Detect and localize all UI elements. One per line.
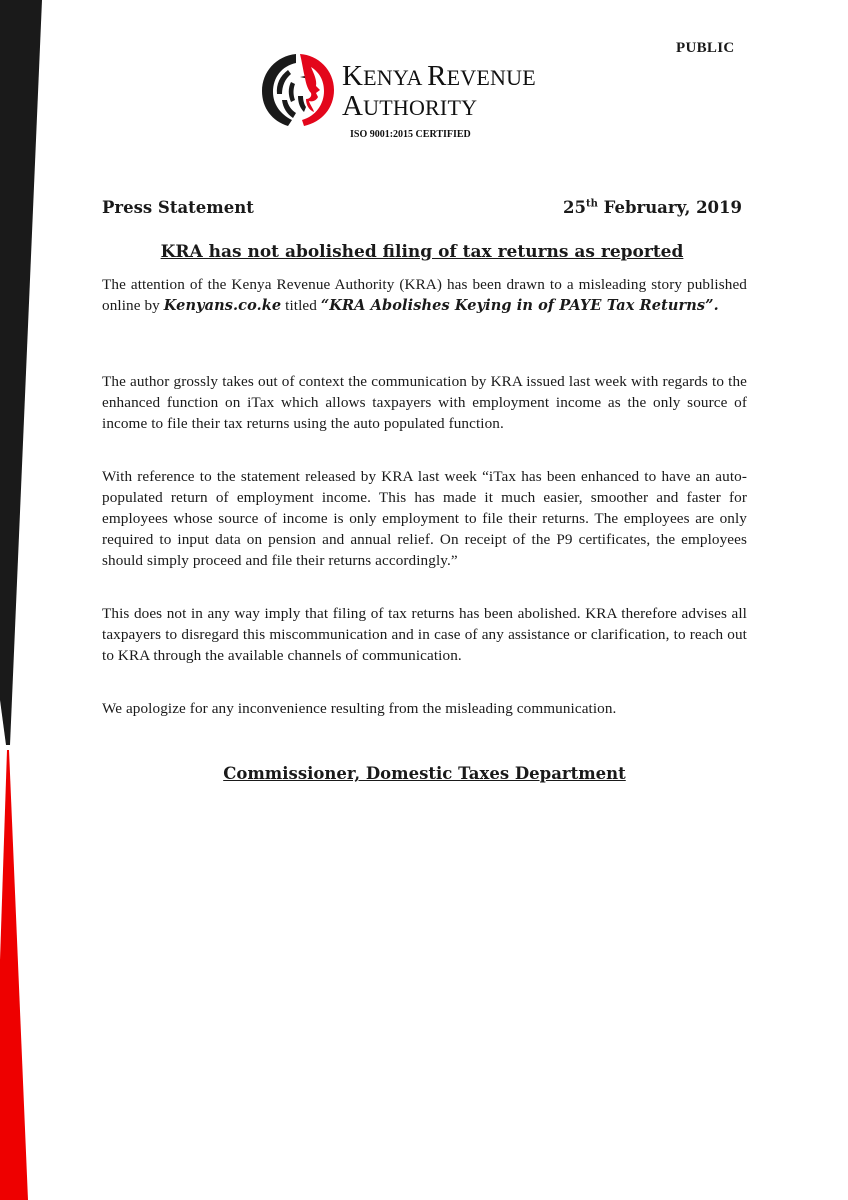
source-name: Kenyans.co.ke [163, 297, 282, 314]
kra-logo [258, 50, 588, 150]
side-stripe-decoration [0, 0, 60, 1200]
statement-date: 25th February, 2019 [563, 198, 742, 217]
iso-certification: ISO 9001:2015 CERTIFIED [350, 129, 471, 140]
paragraph-5: We apologize for any inconvenience resulting from the misleading communication. [102, 700, 617, 717]
red-stripe [0, 750, 28, 1200]
lion-emblem-icon [258, 50, 338, 130]
statement-title: KRA has not abolished filing of tax returns as reported [160, 242, 684, 262]
signature-line: Commissioner, Domestic Taxes Department [223, 764, 626, 783]
paragraph-3: With reference to the statement released by KRA last week “iTax has been enhanced to have an auto-populated return of employment income. This has made it much easier, smoother and faster for employees whose source of income is only employment to file their returns. The employees are only required to input data on pension and annual relief. On receipt of the P9 certificates, the employees should simply proceed and file their returns accordingly.” [102, 468, 747, 569]
paragraph-4: This does not in any way imply that filing of tax returns has been abolished. KRA therefore advises all taxpayers to disregard this miscommunication and in case of any assistance or clarification, to reach out to KRA through the available channels of communication. [102, 605, 747, 664]
classification-label: PUBLIC [676, 40, 735, 56]
black-stripe [0, 0, 42, 745]
organization-name: KENYA REVENUE AUTHORITY [342, 60, 536, 122]
paragraph-1: The attention of the Kenya Revenue Authority (KRA) has been drawn to a misleading story published online by Kenyans.co.ke titled “KRA Abolishes Keying in of PAYE Tax Returns”. [102, 276, 747, 314]
paragraph-2: The author grossly takes out of context the communication by KRA issued last week with regards to the enhanced function on iTax which allows taxpayers with employment income as the only source of income to file their tax returns using the auto populated function. [102, 373, 747, 432]
statement-type: Press Statement [102, 198, 254, 217]
quoted-headline: “KRA Abolishes Keying in of PAYE Tax Returns”. [320, 297, 719, 314]
